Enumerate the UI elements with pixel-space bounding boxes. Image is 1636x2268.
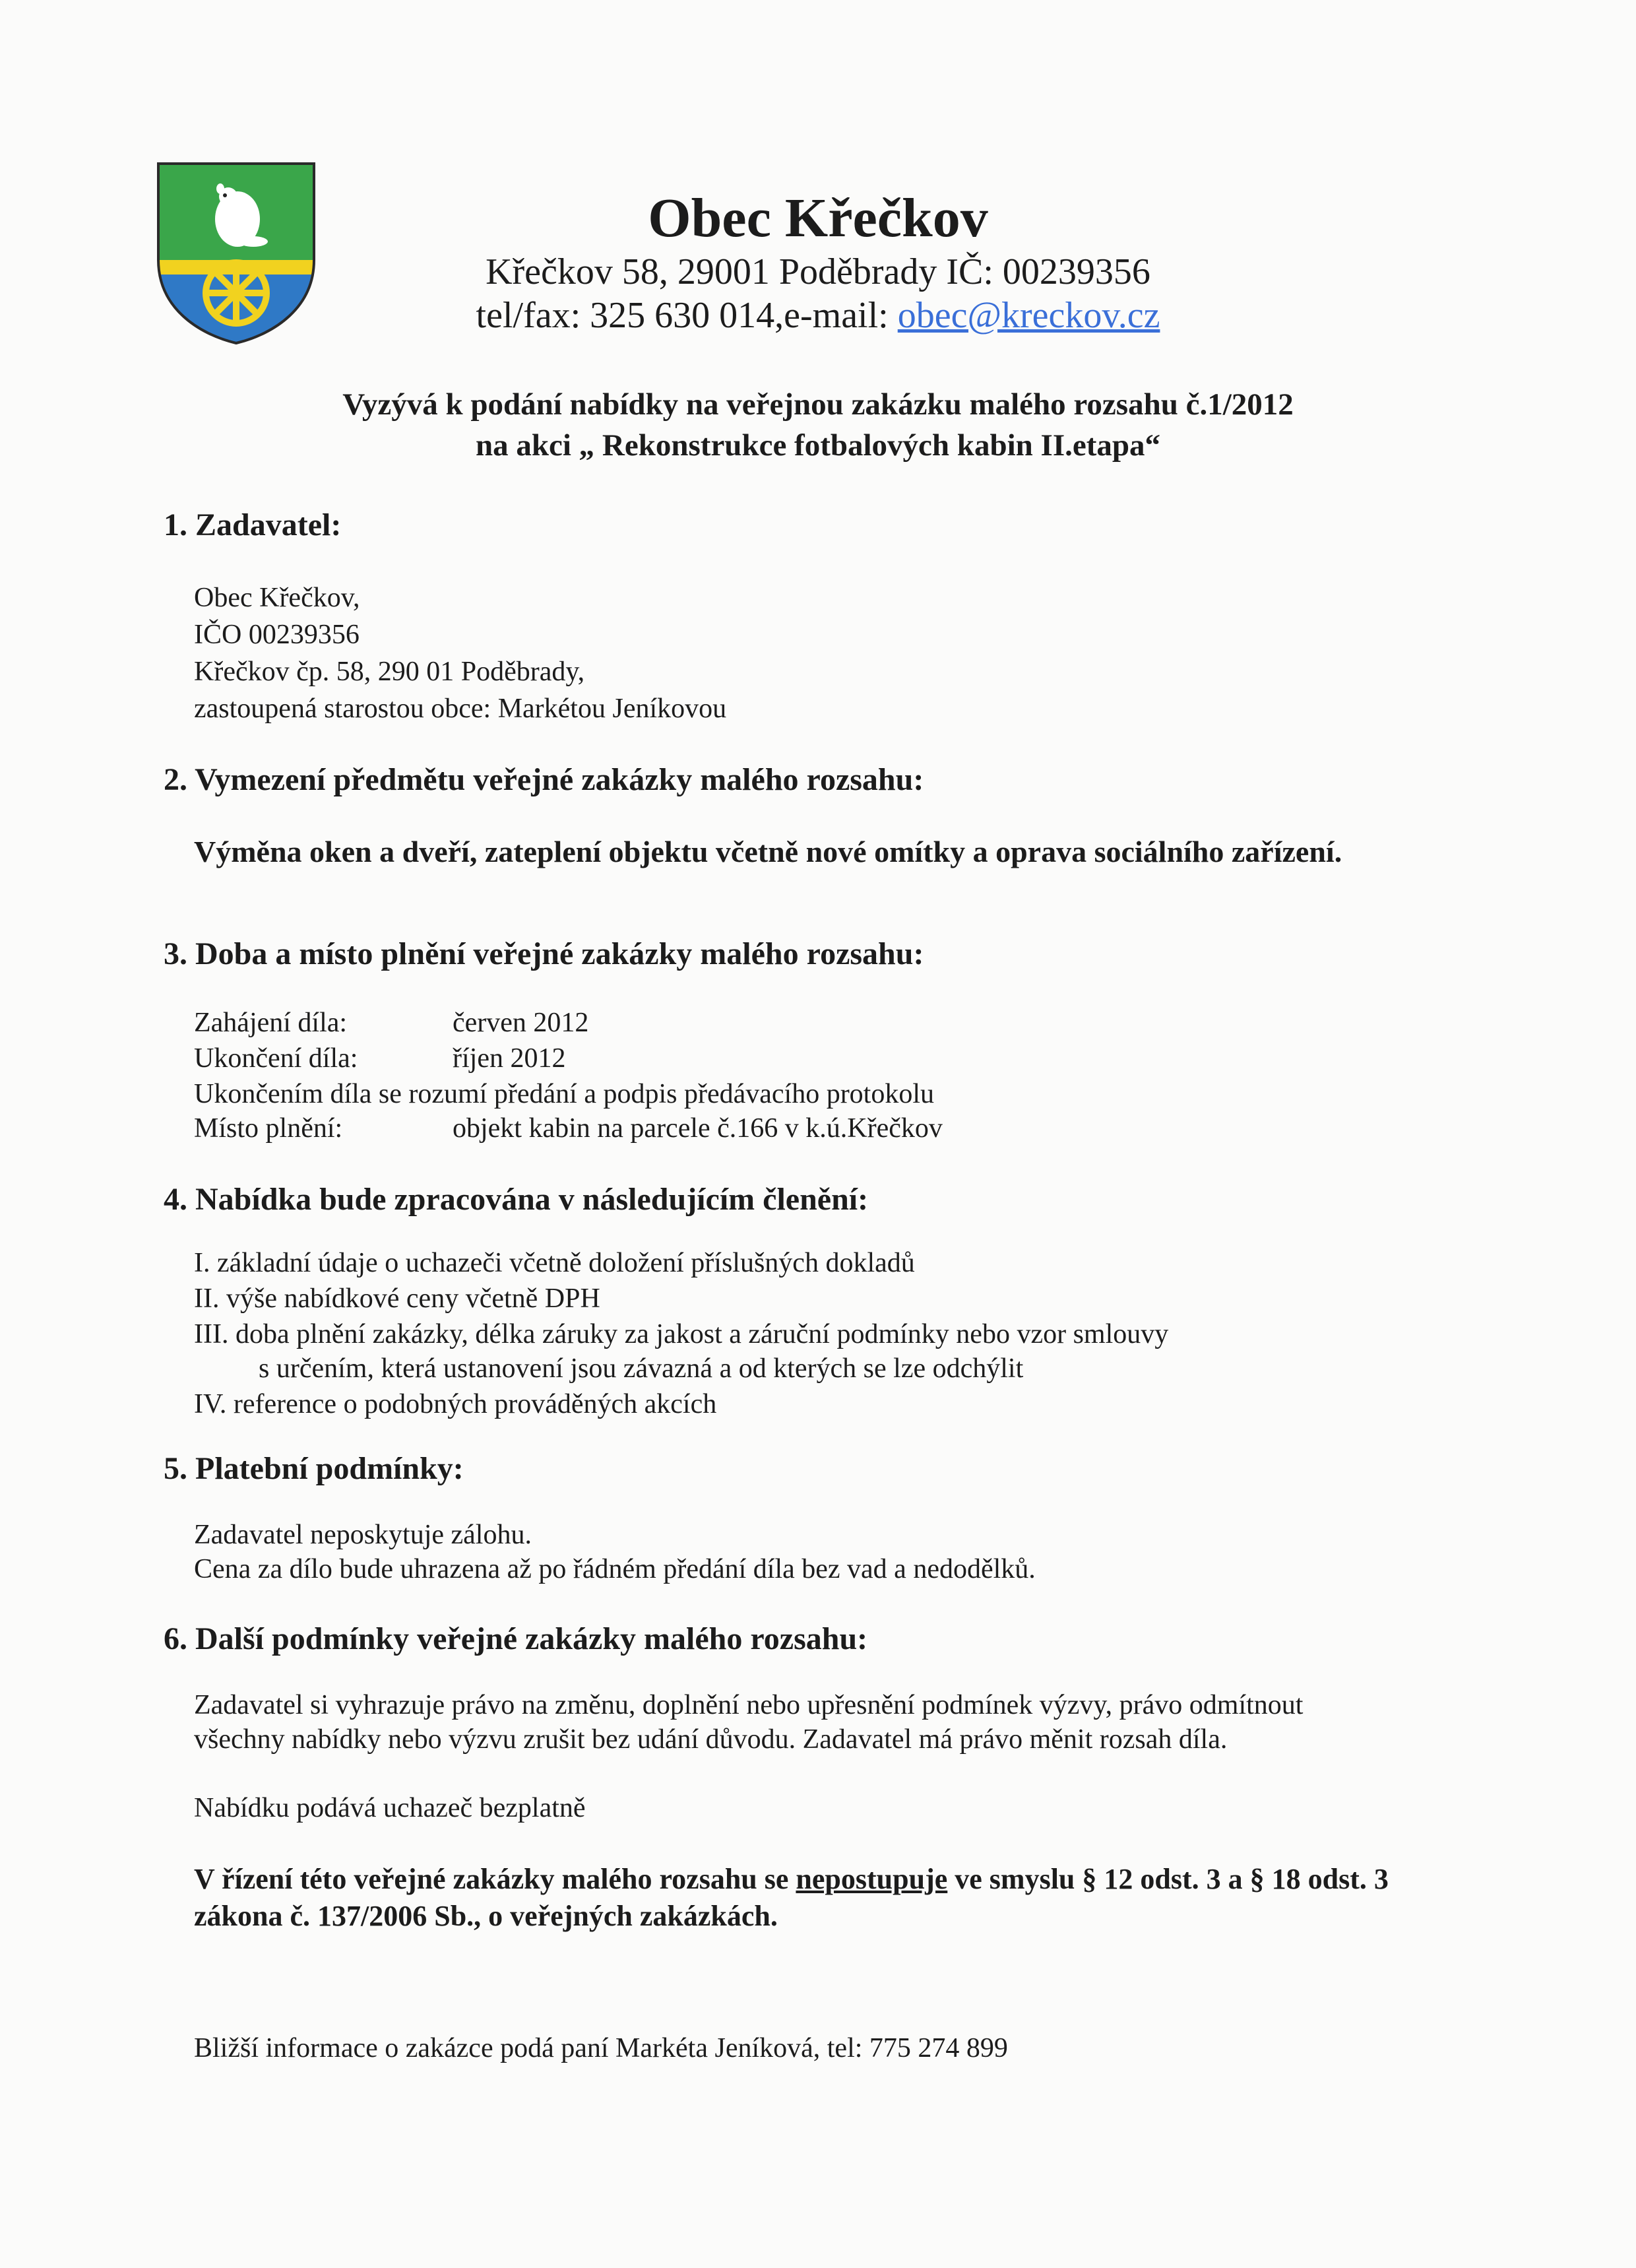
contracting-authority-address: Křečkov čp. 58, 290 01 Poděbrady, (194, 657, 585, 687)
subject-of-contract: Výměna oken a dveří, zateplení objektu včetně nové omítky a oprava sociálního zařízení. (194, 835, 1342, 868)
legal-note-line-2: zákona č. 137/2006 Sb., o veřejných zakázkách. (194, 1900, 778, 1932)
contracting-authority-representative: zastoupená starostou obce: Markétou Jeníkovou (194, 694, 727, 724)
section-2-heading: 2. Vymezení předmětu veřejné zakázky malého rozsahu: (164, 762, 924, 797)
place-value: objekt kabin na parcele č.166 v k.ú.Křečkov (453, 1113, 943, 1144)
email-link[interactable]: obec@kreckov.cz (897, 295, 1160, 336)
start-label: Zahájení díla: (194, 1008, 348, 1038)
free-of-charge-note: Nabídku podává uchazeč bezplatně (194, 1793, 586, 1823)
municipality-title: Obec Křečkov (648, 187, 988, 249)
section-1-heading: 1. Zadavatel: (164, 507, 342, 542)
payment-terms: Cena za dílo bude uhrazena až po řádném předání díla bez vad a nedodělků. (194, 1554, 1036, 1584)
section-6-heading: 6. Další podmínky veřejné zakázky malého rozsahu: (164, 1621, 868, 1656)
municipality-contact (0, 294, 1636, 337)
section-5-heading: 5. Platební podmínky: (164, 1451, 464, 1486)
contracting-authority-name: Obec Křečkov, (194, 583, 360, 613)
list-item-continuation: s určením, která ustanovení jsou závazná a od kterých se lze odchýlit (259, 1353, 1024, 1384)
conditions-line-2: všechny nabídky nebo výzvu zrušit bez udání důvodu. Zadavatel má právo měnit rozsah díla. (194, 1724, 1228, 1755)
legal-note-line-1: V řízení této veřejné zakázky malého rozsahu se nepostupuje ve smyslu § 12 odst. 3 a § 18 odst. 3 (194, 1863, 1389, 1895)
payment-no-advance: Zadavatel neposkytuje zálohu. (194, 1520, 532, 1550)
list-item: IV. reference o podobných prováděných akcích (194, 1389, 717, 1419)
list-item: II. výše nabídkové ceny včetně DPH (194, 1283, 600, 1314)
completion-note: Ukončením díla se rozumí předání a podpis předávacího protokolu (194, 1079, 935, 1109)
contact-phone: tel/fax: 325 630 014,e-mail: (476, 295, 898, 336)
legal-note-emphasis: nepostupuje (796, 1863, 948, 1895)
contracting-authority-ico: IČO 00239356 (194, 620, 360, 650)
conditions-line-1: Zadavatel si vyhrazuje právo na změnu, doplnění nebo upřesnění podmínek výzvy, právo odmítnout (194, 1690, 1304, 1720)
invitation-line-2: na akci „ Rekonstrukce fotbalových kabin II.etapa“ (475, 428, 1161, 463)
list-item: III. doba plnění zakázky, délka záruky za jakost a záruční podmínky nebo vzor smlouvy (194, 1319, 1169, 1349)
municipality-address: Křečkov 58, 29001 Poděbrady IČ: 00239356 (486, 251, 1150, 292)
list-item: I. základní údaje o uchazeči včetně doložení příslušných dokladů (194, 1248, 915, 1278)
start-value: červen 2012 (453, 1008, 589, 1038)
section-3-heading: 3. Doba a místo plnění veřejné zakázky malého rozsahu: (164, 936, 924, 971)
section-4-heading: 4. Nabídka bude zpracována v následujícím členění: (164, 1182, 869, 1217)
end-value: říjen 2012 (453, 1043, 566, 1074)
end-label: Ukončení díla: (194, 1043, 358, 1074)
invitation-line-1: Vyzývá k podání nabídky na veřejnou zakázku malého rozsahu č.1/2012 (342, 387, 1294, 422)
contact-info: Bližší informace o zakázce podá paní Markéta Jeníková, tel: 775 274 899 (194, 2033, 1008, 2063)
place-label: Místo plnění: (194, 1113, 343, 1144)
